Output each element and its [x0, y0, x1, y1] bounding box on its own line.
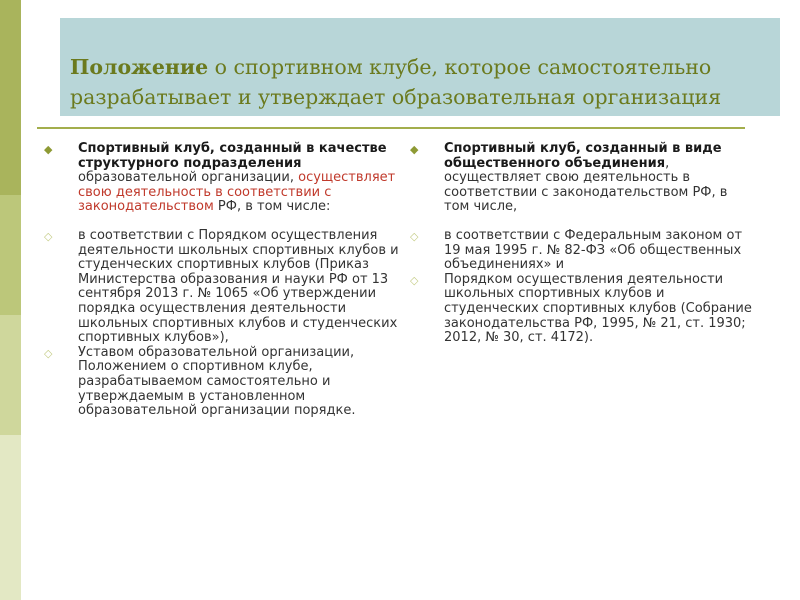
spacer [44, 215, 399, 229]
slide-title-box [60, 18, 780, 116]
filled-diamond-bullet-icon: ◆ [44, 143, 53, 156]
right-column [410, 142, 755, 346]
left-item-text: в соответствии с Порядком осуществления деятельности школьных спортивных клубов и студенческих спортивных клубов (Приказ Министерства образования и науки РФ от 13 сентября 2013 г. № 1065 «Об утверждении порядка осуществления деятельности школьных спортивных клубов и студенческих спортивных клубов»), [78, 227, 399, 346]
left-intro-item [44, 142, 399, 215]
slide-title [70, 52, 780, 112]
side-decoration-strip [0, 0, 21, 600]
spacer [410, 215, 755, 229]
title-bold-word: Положение [70, 55, 209, 79]
right-after-heading: , осуществляет свою деятельность в соответствии с законодательством РФ, в том числе, [444, 155, 728, 215]
left-after-heading: образовательной организации, [78, 170, 299, 186]
outline-diamond-bullet-icon: ◇ [410, 273, 419, 287]
left-item-text: Уставом образовательной организации, Положением о спортивном клубе, разрабатываемом самостоятельно и утверждаемым в установленном образовательной организации порядке. [78, 344, 356, 419]
strip-segment-medium [0, 195, 21, 315]
right-heading: Спортивный клуб, созданный в виде общественного объединения [444, 141, 722, 171]
right-item-text: Порядком осуществления деятельности школьных спортивных клубов и студенческих спортивных клубов (Собрание законодательства РФ, 1995, № 21, ст. 1930; 2012, № 30, ст. 4172). [444, 271, 752, 346]
list-item [44, 229, 399, 346]
title-rest: о спортивном клубе, которое самостоятельно разрабатывает и утверждает образовательная организация [70, 55, 722, 109]
left-heading: Спортивный клуб, созданный в качестве структурного подразделения [78, 141, 387, 171]
list-item [410, 273, 755, 346]
strip-segment-light [0, 315, 21, 435]
right-intro-item [410, 142, 755, 215]
left-highlight-text: осуществляет свою деятельность в соответствии с законодательством [78, 170, 396, 215]
strip-segment-dark [0, 0, 21, 195]
list-item [410, 229, 755, 273]
outline-diamond-bullet-icon: ◇ [44, 229, 53, 243]
right-item-text: в соответствии с Федеральным законом от 19 мая 1995 г. № 82-ФЗ «Об общественных объединениях» и [444, 227, 743, 273]
left-tail-text: РФ, в том числе: [213, 199, 331, 215]
outline-diamond-bullet-icon: ◇ [44, 346, 53, 360]
outline-diamond-bullet-icon: ◇ [410, 229, 419, 243]
filled-diamond-bullet-icon: ◆ [410, 143, 419, 156]
title-divider-line [37, 127, 745, 129]
left-column [44, 142, 399, 419]
strip-segment-pale [0, 435, 21, 600]
list-item [44, 346, 399, 419]
